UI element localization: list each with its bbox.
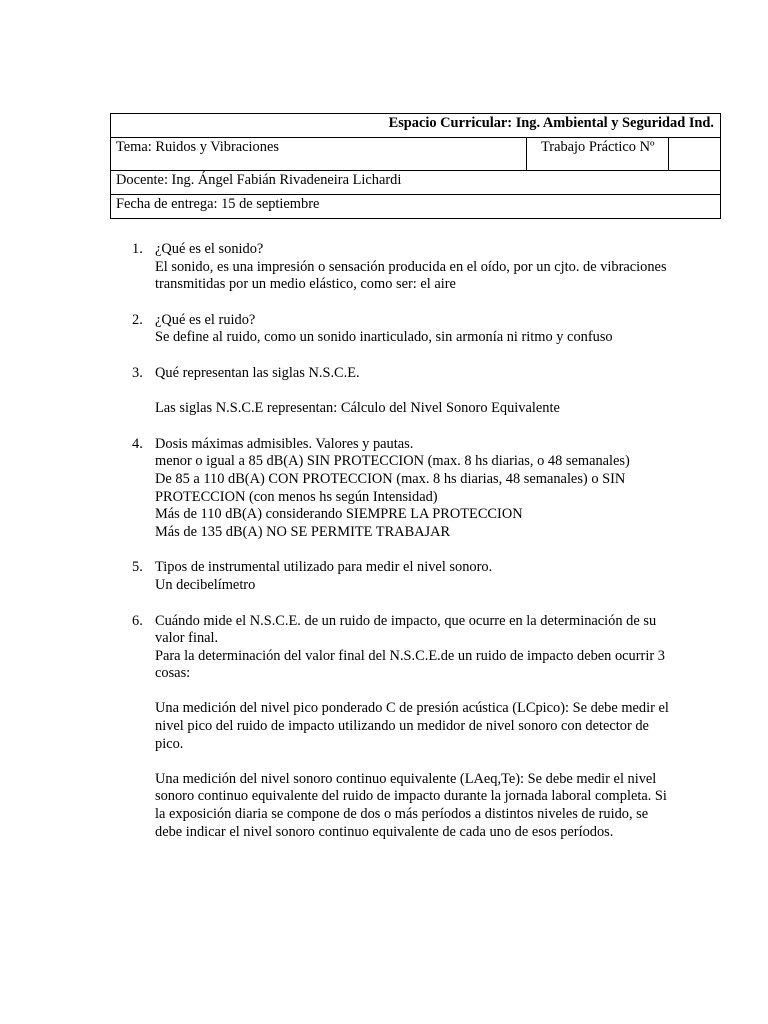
header-row-fecha	[111, 195, 721, 219]
item-number: 4.	[132, 435, 143, 452]
header-row-docente	[111, 171, 721, 195]
answer-line: Más de 135 dB(A) NO SE PERMITE TRABAJAR	[155, 523, 451, 540]
trabajo-practico-label: Trabajo Práctico Nº	[527, 138, 669, 171]
list-item	[132, 241, 672, 294]
espacio-curricular: Espacio Curricular: Ing. Ambiental y Seguridad Ind.	[111, 114, 721, 138]
answer-line: De 85 a 110 dB(A) CON PROTECCION (max. 8 hs diarias, 48 semanales) o SIN PROTECCION (con menos hs según Intensidad)	[155, 470, 626, 505]
list-item	[132, 436, 672, 542]
answer-paragraph-lcpico: Una medición del nivel pico ponderado C de presión acústica (LCpico): Se debe medir el nivel pico del ruido de impacto utilizando un medidor de nivel sonoro con detector de pico.	[155, 700, 669, 752]
answer-paragraph-laeq: Una medición del nivel sonoro continuo equivalente (LAeq,Te): Se debe medir el nivel sonoro continuo equivalente del ruido de impacto durante la jornada laboral completa. Si la exposición diaria se compone de dos o más períodos a distintos niveles de ruido, se debe indicar el nivel sonoro continuo equivalente de cada uno de esos períodos.	[155, 770, 667, 840]
answer-line: Más de 110 dB(A) considerando SIEMPRE LA PROTECCION	[155, 506, 523, 523]
answer-text: Para la determinación del valor final del N.S.C.E.de un ruido de impacto deben ocurrir 3 cosas:	[155, 647, 665, 682]
question-list	[132, 241, 672, 859]
item-number: 3.	[132, 364, 143, 381]
question-text: Tipos de instrumental utilizado para medir el nivel sonoro.	[155, 559, 493, 576]
answer-text: Un decibelímetro	[155, 576, 256, 593]
header-row-espacio	[111, 114, 721, 138]
answer-text: El sonido, es una impresión o sensación producida en el oído, por un cjto. de vibraciones transmitidas por un medio elástico, como ser: el aire	[155, 258, 667, 293]
question-text: ¿Qué es el ruido?	[155, 311, 256, 328]
answer-text: Las siglas N.S.C.E representan: Cálculo del Nivel Sonoro Equivalente	[155, 400, 560, 417]
docente-cell: Docente: Ing. Ángel Fabián Rivadeneira Lichardi	[111, 171, 721, 195]
item-number: 1.	[132, 241, 143, 257]
header-row-tema	[111, 138, 721, 171]
answer-text: Se define al ruido, como un sonido inarticulado, sin armonía ni ritmo y confuso	[155, 329, 613, 346]
trabajo-practico-number	[669, 138, 721, 171]
list-item	[132, 365, 672, 418]
question-text: Cuándo mide el N.S.C.E. de un ruido de impacto, que ocurre en la determinación de su valor final.	[155, 612, 657, 647]
list-item	[132, 559, 672, 594]
list-item	[132, 312, 672, 347]
question-text: Qué representan las siglas N.S.C.E.	[155, 364, 360, 381]
item-number: 6.	[132, 612, 143, 629]
question-text: Dosis máximas admisibles. Valores y pautas.	[155, 435, 414, 452]
item-number: 5.	[132, 559, 143, 576]
list-item	[132, 613, 672, 842]
item-number: 2.	[132, 311, 143, 328]
question-text: ¿Qué es el sonido?	[155, 241, 264, 257]
answer-line: menor o igual a 85 dB(A) SIN PROTECCION (max. 8 hs diarias, o 48 semanales)	[155, 453, 630, 470]
header-table	[110, 113, 721, 219]
fecha-entrega-cell: Fecha de entrega: 15 de septiembre	[111, 195, 721, 219]
tema-cell: Tema: Ruidos y Vibraciones	[111, 138, 527, 171]
